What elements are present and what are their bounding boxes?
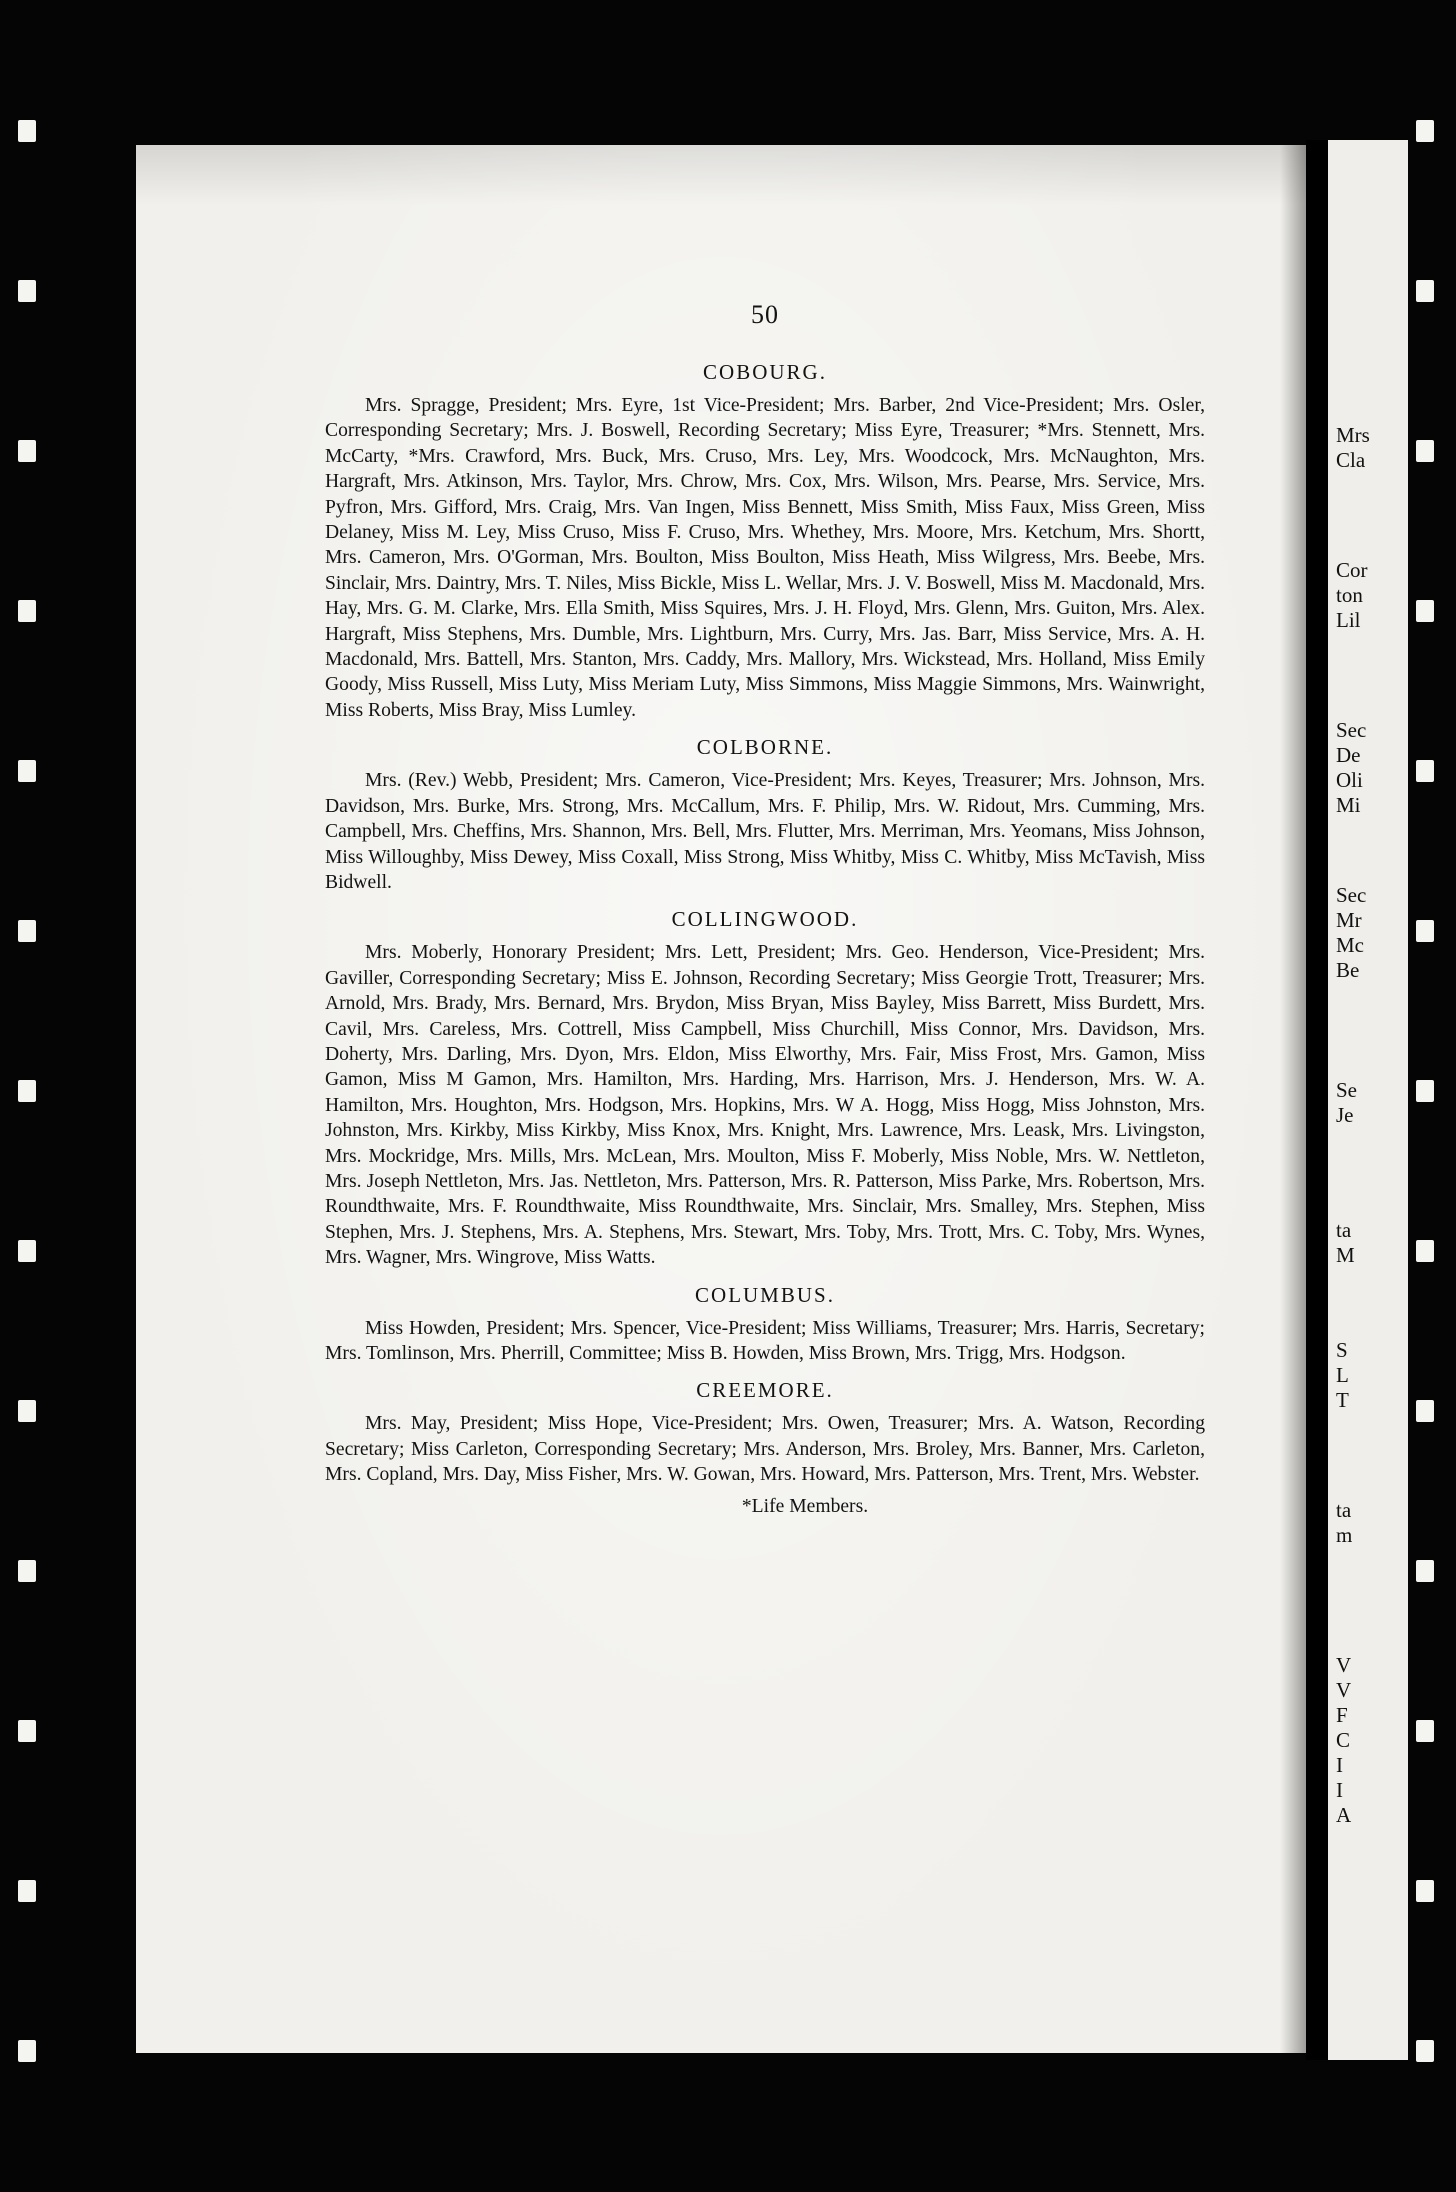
section-heading: COLBORNE. <box>696 735 834 760</box>
footnote: *Life Members. <box>741 1495 869 1517</box>
next-page-fragment: ton <box>1336 583 1363 607</box>
next-page-fragment: ta <box>1336 1498 1352 1522</box>
member-list: Mrs. Spragge, President; Mrs. Eyre, 1st Vice-President; Mrs. Barber, 2nd Vice-President; Mrs. Osler, Corresponding Secretary; Mrs. J. Boswell, Recording Secretary; Miss Eyre, Treasurer; *Mrs. Stennett, Mrs. McCarty, *Mrs. Crawford, Mrs. Buck, Mrs. Cruso, Mrs. Ley, Mrs. Woodcock, Mrs. McNaughton, Mrs. Hargraft, Mrs. Atkinson, Mrs. Taylor, Mrs. Chrow, Mrs. Cox, Mrs. Wilson, Mrs. Pearse, Mrs. Service, Mrs. Pyfron, Mrs. Gifford, Mrs. Craig, Mrs. Van Ingen, Miss Bennett, Miss Smith, Miss Faux, Miss Green, Miss Delaney, Miss M. Ley, Miss Cruso, Miss F. Cruso, Mrs. Whethey, Mrs. Moore, Mrs. Ketchum, Mrs. Shortt, Mrs. Cameron, Mrs. O'Gorman, Mrs. Boulton, Miss Boulton, Miss Heath, Miss Wilgress, Mrs. Beebe, Mrs. Sinclair, Mrs. Daintry, Mrs. T. Niles, Miss Bickle, Miss L. Wellar, Mrs. J. V. Boswell, Miss M. Macdonald, Mrs. Hay, Mrs. G. M. Clarke, Mrs. Ella Smith, Miss Squires, Mrs. J. H. Floyd, Mrs. Glenn, Mrs. Guiton, Mrs. Alex. Hargraft, Miss Stephens, Mrs. Dumble, Mrs. Lightburn, Mrs. Curry, Mrs. Jas. Barr, Miss Service, Mrs. A. H. Macdonald, Mrs. Battell, Mrs. Stanton, Mrs. Caddy, Mrs. Mallory, Mrs. Wickstead, Mrs. Holland, Miss Emily Goody, Miss Russell, Miss Luty, Miss Meriam Luty, Miss Simmons, Miss Maggie Simmons, Mrs. Wainwright, Miss Roberts, Miss Bray, Miss Lumley. <box>325 395 1205 721</box>
next-page-fragment: Se <box>1336 1078 1357 1102</box>
section-cobourg <box>325 360 1205 723</box>
next-page-fragment: V <box>1336 1653 1352 1677</box>
next-page-fragment: m <box>1336 1523 1353 1547</box>
next-page-fragment: ta <box>1336 1218 1352 1242</box>
section-heading: COBOURG. <box>703 360 827 384</box>
page-content <box>325 300 1205 1518</box>
left-sprocket-strip <box>10 0 50 2192</box>
next-page-fragment: Cor <box>1336 558 1368 582</box>
section-heading: COLLINGWOOD. <box>671 907 859 932</box>
member-list: Mrs. Moberly, Honorary President; Mrs. Lett, President; Mrs. Geo. Henderson, Vice-President; Mrs. Gaviller, Corresponding Secretary; Miss E. Johnson, Recording Secretary; Miss Georgie Trott, Treasurer; Mrs. Arnold, Mrs. Brady, Mrs. Bernard, Mrs. Brydon, Miss Bryan, Miss Bayley, Miss Barrett, Miss Burdett, Mrs. Cavil, Mrs. Careless, Mrs. Cottrell, Miss Campbell, Miss Churchill, Miss Connor, Mrs. Davidson, Mrs. Doherty, Mrs. Darling, Mrs. Dyon, Mrs. Eldon, Miss Elworthy, Mrs. Fair, Miss Frost, Mrs. Gamon, Miss Gamon, Miss M Gamon, Mrs. Hamilton, Mrs. Harding, Mrs. Harrison, Mrs. J. Henderson, Mrs. W. A. Hamilton, Mrs. Houghton, Mrs. Hodgson, Mrs. Hopkins, Mrs. W A. Hogg, Miss Hogg, Miss Johnston, Mrs. Johnston, Mrs. Kirkby, Miss Kirkby, Miss Knox, Mrs. Knight, Mrs. Lawrence, Mrs. Leask, Mrs. Livingston, Mrs. Mockridge, Mrs. Mills, Mrs. McLean, Mrs. Moulton, Miss F. Moberly, Miss Noble, Mrs. W. Nettleton, Mrs. Joseph Nettleton, Mrs. Jas. Nettleton, Mrs. Patterson, Mrs. R. Patterson, Miss Parke, Mrs. Robertson, Mrs. Roundthwaite, Mrs. F. Roundthwaite, Miss Roundthwaite, Mrs. Sinclair, Mrs. Smalley, Mrs. Stephen, Miss Stephen, Mrs. J. Stephens, Mrs. A. Stephens, Mrs. Stewart, Mrs. Toby, Mrs. Trott, Mrs. C. Toby, Mrs. Wynes, Mrs. Wagner, Mrs. Wingrove, Miss Watts. <box>325 942 1205 1269</box>
next-page-fragment: S <box>1336 1338 1348 1362</box>
section-heading: COLUMBUS. <box>695 1282 835 1307</box>
next-page-fragment: T <box>1336 1388 1349 1412</box>
page-number: 50 <box>751 300 779 329</box>
next-page-fragment: Mr <box>1336 908 1362 932</box>
next-page-fragment: Lil <box>1336 608 1361 632</box>
next-page-fragment: Mc <box>1336 933 1364 957</box>
page-edge-shadow <box>1280 145 1306 2053</box>
next-page-fragment: Je <box>1336 1103 1354 1127</box>
next-page-fragment: A <box>1336 1803 1352 1827</box>
next-page-edge <box>1328 140 1408 2060</box>
next-page-fragment: Cla <box>1336 448 1366 472</box>
section-creemore <box>325 1378 1205 1487</box>
section-columbus <box>325 1283 1205 1367</box>
member-list: Miss Howden, President; Mrs. Spencer, Vice-President; Miss Williams, Treasurer; Mrs. Harris, Secretary; Mrs. Tomlinson, Mrs. Pherrill, Committee; Miss B. Howden, Miss Brown, Mrs. Trigg, Mrs. Hodgson. <box>325 1317 1205 1364</box>
right-sprocket-strip <box>1408 0 1448 2192</box>
next-page-fragment: Mrs <box>1336 423 1370 447</box>
next-page-fragment: Be <box>1336 958 1360 982</box>
section-colborne <box>325 735 1205 895</box>
member-list: Mrs. (Rev.) Webb, President; Mrs. Cameron, Vice-President; Mrs. Keyes, Treasurer; Mrs. Johnson, Mrs. Davidson, Mrs. Burke, Mrs. Strong, Mrs. McCallum, Mrs. F. Philip, Mrs. W. Ridout, Mrs. Cumming, Mrs. Campbell, Mrs. Cheffins, Mrs. Shannon, Mrs. Bell, Mrs. Flutter, Mrs. Merriman, Mrs. Yeomans, Miss Johnson, Miss Willoughby, Miss Dewey, Miss Coxall, Miss Strong, Miss Whitby, Miss C. Whitby, Miss McTavish, Miss Bidwell. <box>325 770 1205 893</box>
next-page-fragment: De <box>1336 743 1361 767</box>
section-heading: CREEMORE. <box>696 1378 834 1403</box>
next-page-fragment: I <box>1336 1753 1343 1777</box>
next-page-fragment: M <box>1336 1243 1355 1267</box>
book-spine <box>1306 140 1328 2060</box>
next-page-fragment: C <box>1336 1728 1351 1752</box>
member-list: Mrs. May, President; Miss Hope, Vice-President; Mrs. Owen, Treasurer; Mrs. A. Watson, Recording Secretary; Miss Carleton, Corresponding Secretary; Mrs. Anderson, Mrs. Broley, Mrs. Banner, Mrs. Carleton, Mrs. Copland, Mrs. Day, Miss Fisher, Mrs. W. Gowan, Mrs. Howard, Mrs. Patterson, Mrs. Trent, Mrs. Webster. <box>325 1413 1205 1486</box>
next-page-fragment: Oli <box>1336 768 1363 792</box>
next-page-fragment: F <box>1336 1703 1348 1727</box>
next-page-fragment: Sec <box>1336 718 1367 742</box>
section-collingwood <box>325 907 1205 1270</box>
next-page-fragment: V <box>1336 1678 1352 1702</box>
next-page-fragment: Sec <box>1336 883 1367 907</box>
next-page-fragment: L <box>1336 1363 1349 1387</box>
next-page-fragment: I <box>1336 1778 1343 1802</box>
next-page-fragment: Mi <box>1336 793 1361 817</box>
